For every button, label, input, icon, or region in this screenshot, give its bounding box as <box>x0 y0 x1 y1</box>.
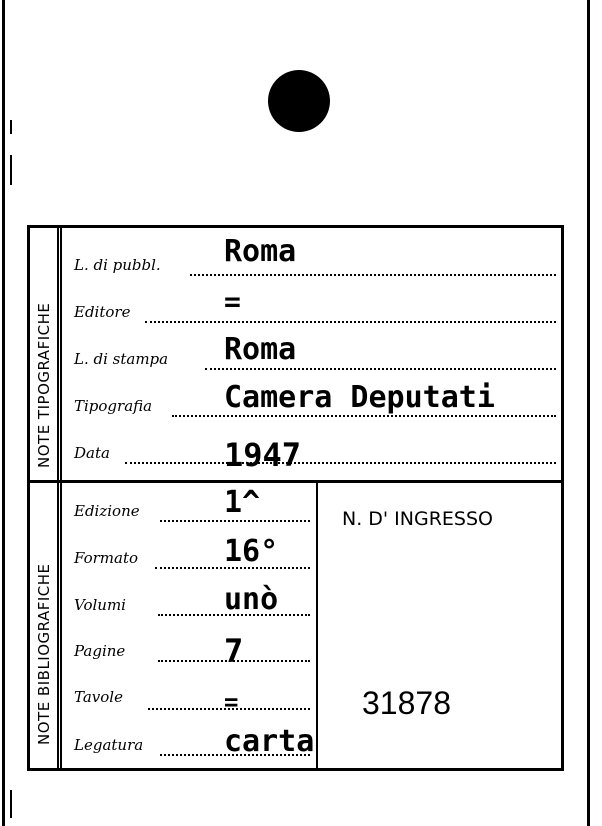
section-label-tipografiche: NOTE TIPOGRAFICHE <box>35 302 53 468</box>
field-value: 1^ <box>224 485 261 520</box>
field-value: Roma <box>224 234 297 269</box>
label-column-rule <box>60 228 62 768</box>
field-value: 7 <box>224 632 244 670</box>
field-label: Tavole <box>74 688 123 706</box>
field-label: Legatura <box>74 736 144 754</box>
dotted-line <box>145 321 556 323</box>
field-label: L. di pubbl. <box>74 256 161 274</box>
field-value: 1947 <box>224 436 302 474</box>
label-column-rule <box>57 228 59 768</box>
field-value: = <box>224 285 241 318</box>
section-divider <box>27 480 564 483</box>
field-label: L. di stampa <box>74 350 169 368</box>
dotted-line <box>160 520 310 522</box>
ingresso-title: N. D' INGRESSO <box>342 508 494 530</box>
field-value: = <box>224 688 239 716</box>
field-label: Formato <box>74 549 139 567</box>
field-label: Edizione <box>74 502 140 520</box>
dotted-line <box>190 274 556 276</box>
section-label-bibliografiche: NOTE BIBLIOGRAFICHE <box>35 563 53 745</box>
field-value: 16° <box>224 534 279 569</box>
margin-tick <box>10 790 12 818</box>
dotted-line <box>205 368 556 370</box>
margin-tick <box>10 120 12 134</box>
punch-hole <box>268 70 330 132</box>
dotted-line <box>172 415 556 417</box>
ingresso-number: 31878 <box>362 685 451 721</box>
card-right-edge <box>587 0 590 826</box>
field-label: Data <box>74 444 110 462</box>
margin-tick <box>10 155 12 185</box>
field-value: unò <box>224 582 279 617</box>
card-left-edge <box>2 0 5 826</box>
field-value: Roma <box>224 332 297 367</box>
dotted-line <box>125 462 556 464</box>
field-label: Volumi <box>74 596 126 614</box>
field-value: Camera Deputati <box>224 380 495 415</box>
field-label: Tipografia <box>74 397 153 415</box>
field-value: carta <box>224 724 315 759</box>
field-label: Pagine <box>74 642 126 660</box>
field-label: Editore <box>74 303 131 321</box>
ingresso-divider <box>316 483 318 768</box>
